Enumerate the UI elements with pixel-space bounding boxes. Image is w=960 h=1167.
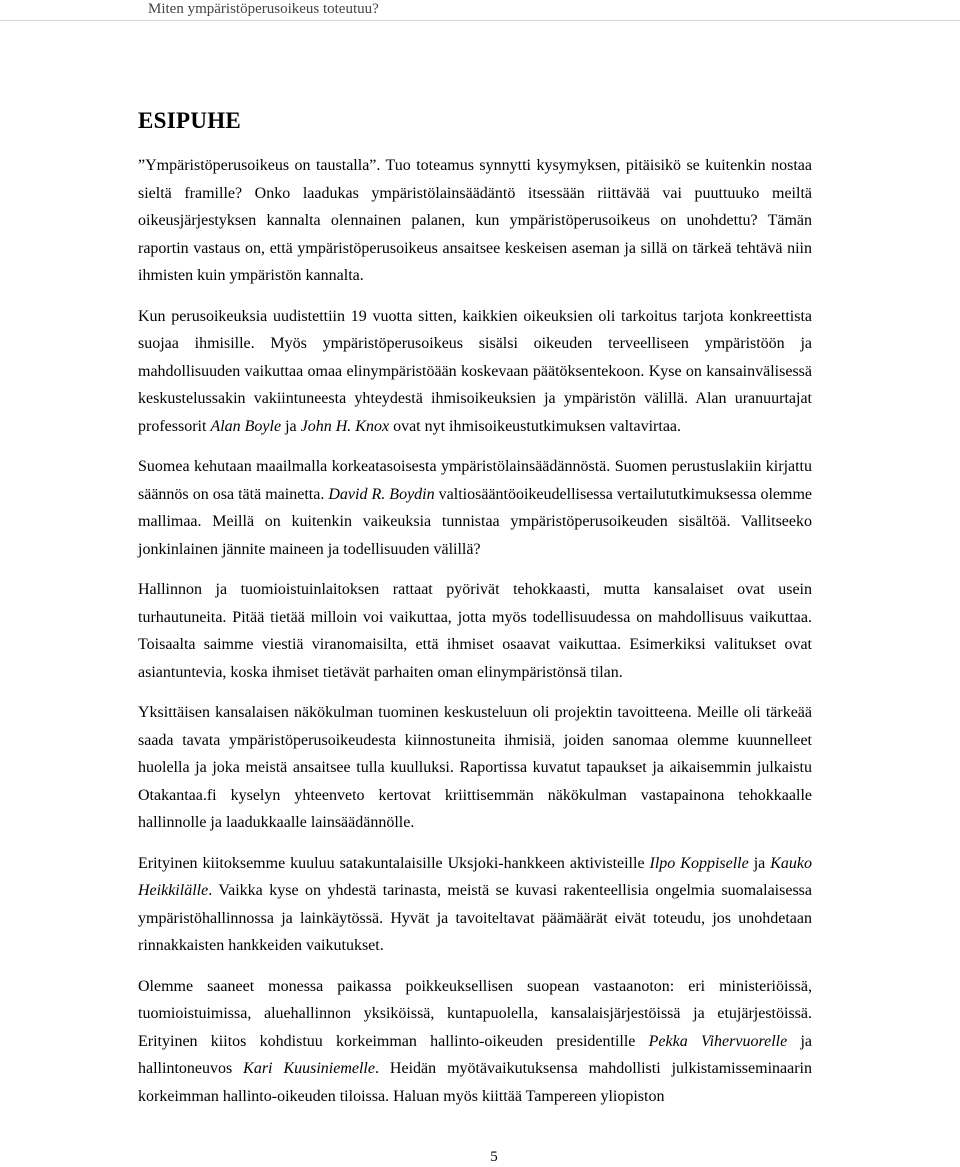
- body-paragraph: [138, 152, 812, 290]
- text-run: . Heidän myötävaikutuksensa mahdollisti julkistamisseminaarin korkeimman hallinto-oikeuden tiloissa. Haluan myös kiittää Tampereen yliopiston: [138, 1060, 812, 1105]
- text-run: Suomea kehutaan maailmalla korkeatasoisesta ympäristölainsäädännöstä. Suomen perustuslakiin kirjattu säännös on osa tätä mainetta.: [138, 458, 812, 503]
- body-paragraph: [138, 850, 812, 960]
- paragraph-list: [138, 152, 812, 1110]
- text-run: Yksittäisen kansalaisen näkökulman tuominen keskusteluun oli projektin tavoitteena. Meille oli tärkeää saada tavata ympäristöperusoikeudesta kiinnostuneita ihmisiä, joiden sanomaa olemme kuunnelleet huolella ja joka meistä ansaitsee tulla kuulluksi. Raportissa kuvatut tapaukset ja aikaisemmin julkaistu Otakantaa.fi kyselyn yhteenveto kertovat kriittisemmän näkökulman vastapainona tehokkaalle hallinnolle ja laadukkaalle lainsäädännölle.: [138, 704, 812, 831]
- body-paragraph: [138, 699, 812, 837]
- italic-name: Alan Boyle: [210, 417, 282, 435]
- italic-name: Pekka Vihervuorelle: [648, 1032, 788, 1050]
- body-paragraph: [138, 453, 812, 563]
- running-header: [0, 0, 960, 21]
- body-paragraph: [138, 973, 812, 1111]
- body-paragraph: [138, 303, 812, 441]
- text-run: Erityinen kiitoksemme kuuluu satakuntalaisille Uksjoki-hankkeen aktivisteille: [138, 854, 650, 872]
- page-title: ESIPUHE: [138, 108, 242, 133]
- italic-name: Ilpo Koppiselle: [649, 854, 749, 872]
- running-header-title: Miten ympäristöperusoikeus toteutuu?: [148, 1, 379, 17]
- text-run: ja: [281, 417, 301, 435]
- page-number: 5: [490, 1149, 498, 1165]
- text-run: Kun perusoikeuksia uudistettiin 19 vuotta sitten, kaikkien oikeuksien oli tarkoitus tarjota konkreettista suojaa ihmisille. Myös ympäristöperusoikeus sisälsi oikeuden terveelliseen ympäristöön ja mahdollisuuden vaikuttaa omaa elinympäristöään koskevaan päätöksentekoon. Kyse on kansainvälisessä keskustelussakin vakiintuneesta yhteydestä ihmisoikeuksien ja ympäristön välillä. Alan uranuurtajat professorit: [138, 307, 812, 435]
- page-body: [138, 108, 812, 1123]
- text-run: ”Ympäristöperusoikeus on taustalla”. Tuo toteamus synnytti kysymyksen, pitäisikö se kuitenkin nostaa sieltä framille? Onko laadukas ympäristölainsäädäntö itsessään riittävää vai puuttuuko meiltä oikeusjärjestyksen kannalta olennainen palanen, kun ympäristöperusoikeus on unohdettu? Tämän raportin vastaus on, että ympäristöperusoikeus ansaitsee keskeisen aseman ja sillä on tärkeä tehtävä niin ihmisten kuin ympäristön kannalta.: [138, 157, 812, 284]
- text-run: ja hallintoneuvos: [138, 1032, 813, 1077]
- body-paragraph: [138, 576, 812, 686]
- italic-name: David R. Boydin: [328, 485, 435, 503]
- text-run: valtiosääntöoikeudellisessa vertailututkimuksessa olemme mallimaa. Meillä on kuitenkin vaikeuksia tunnistaa ympäristöperusoikeuden sisältöä. Vallitseeko jonkinlainen jännite maineen ja todellisuuden välillä?: [138, 485, 813, 558]
- text-run: . Vaikka kyse on yhdestä tarinasta, meistä se kuvasi rakenteellisia ongelmia suomalaisessa ympäristöhallinnossa ja lainkäytössä. Hyvät ja tavoiteltavat päämäärät eivät toteudu, jos unohdetaan rinnakkaisten hankkeiden vaikutukset.: [138, 882, 812, 954]
- italic-name: John H. Knox: [300, 417, 390, 435]
- italic-name: Kauko Heikkilälle: [138, 854, 812, 899]
- text-run: ja: [748, 854, 771, 872]
- text-run: Olemme saaneet monessa paikassa poikkeuksellisen suopean vastaanoton: eri ministeriöissä, tuomioistuimissa, aluehallinnon yksiköissä, kuntapuolella, kansalaisjärjestöissä ja etujärjestöissä. Erityinen kiitos kohdistuu korkeimman hallinto-oikeuden presidentille: [138, 977, 812, 1050]
- text-run: ovat nyt ihmisoikeustutkimuksen valtavirtaa.: [389, 417, 682, 435]
- italic-name: Kari Kuusiniemelle: [243, 1060, 375, 1077]
- text-run: Hallinnon ja tuomioistuinlaitoksen rattaat pyörivät tehokkaasti, mutta kansalaiset ovat usein turhautuneita. Pitää tietää milloin voi vaikuttaa, jotta myös todellisuudessa on mahdollisuus vaikuttaa. Toisaalta saimme viestiä viranomaisilta, että ihmiset osaavat vaikuttaa. Esimerkiksi valitukset ovat asiantuntevia, koska ihmiset tietävät parhaiten oman elinympäristönsä tilan.: [138, 581, 812, 681]
